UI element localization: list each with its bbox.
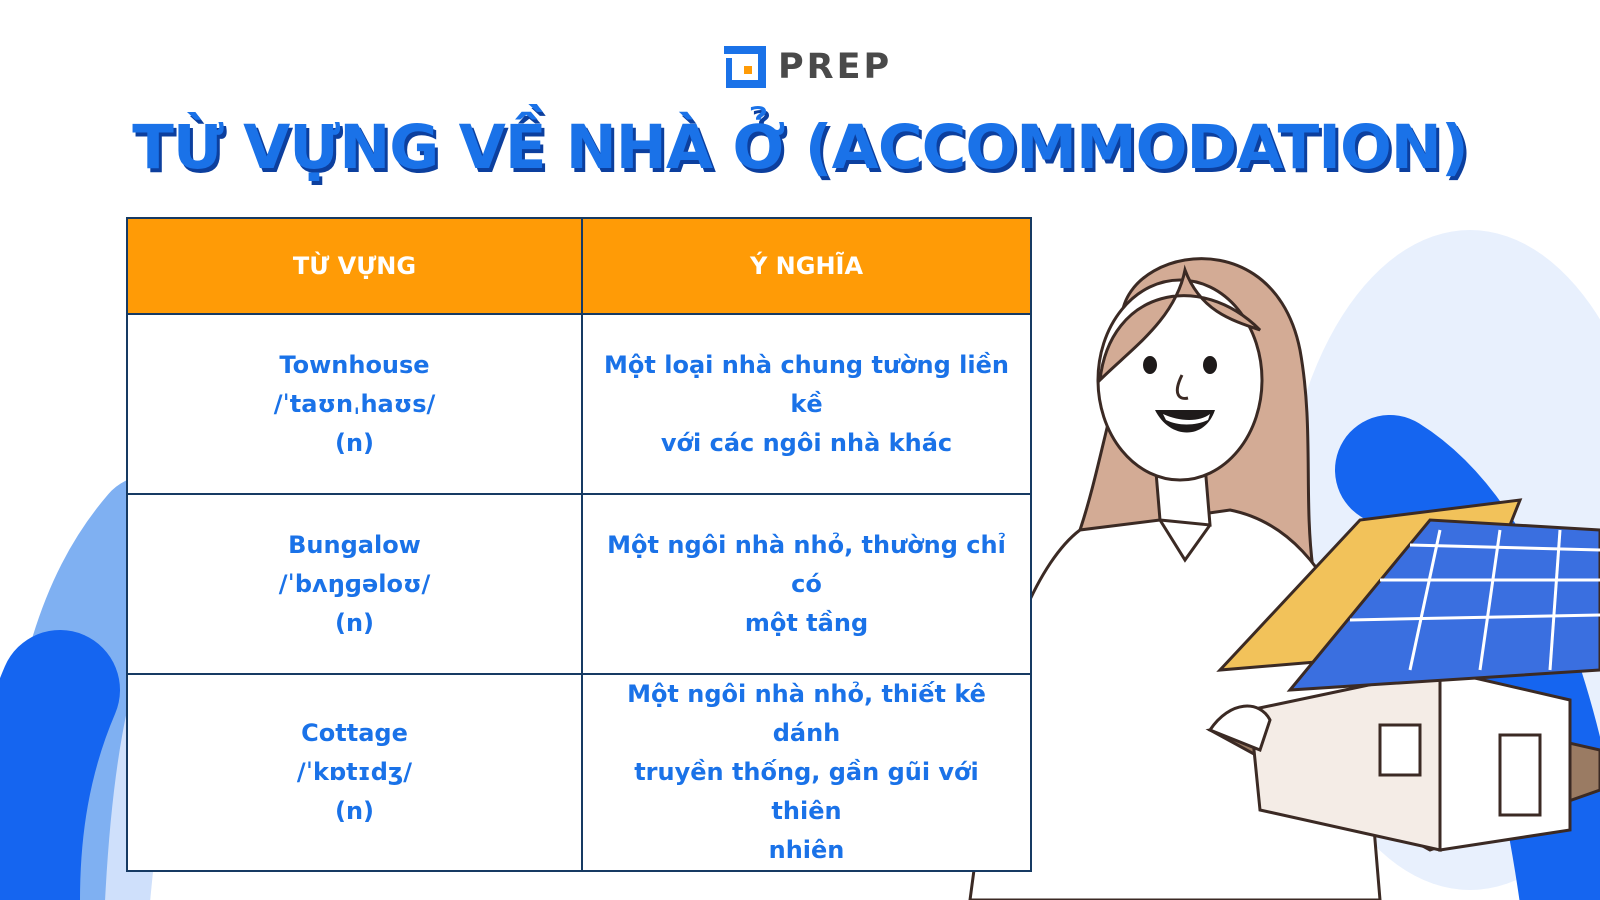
table-header-row xyxy=(127,218,1031,314)
word: Townhouse xyxy=(279,350,430,379)
header-vocabulary: TỪ VỰNG xyxy=(127,218,582,314)
prep-logo-icon xyxy=(722,44,768,90)
meaning-line: nhiên xyxy=(768,836,845,864)
ipa: /ˈtaʊnˌhaʊs/ xyxy=(273,389,436,418)
page-title: TỪ VỰNG VỀ NHÀ Ở (ACCOMMODATION) xyxy=(132,112,1468,183)
meaning-line: truyền thống, gần gũi với thiên xyxy=(634,758,979,825)
vocabulary-table xyxy=(126,217,1032,872)
woman-holding-house-illustration xyxy=(960,230,1600,900)
meaning-cell xyxy=(582,314,1031,494)
part-of-speech: (n) xyxy=(334,428,375,457)
meaning-line: Một ngôi nhà nhỏ, thiết kê dánh xyxy=(627,680,986,747)
table-row xyxy=(127,314,1031,494)
brand-name: PREP xyxy=(778,47,893,87)
word-cell xyxy=(127,494,582,674)
ipa: /ˈkɒtɪdʒ/ xyxy=(296,758,413,786)
meaning-line: với các ngôi nhà khác xyxy=(660,428,953,457)
part-of-speech: (n) xyxy=(334,608,375,637)
word: Cottage xyxy=(301,719,408,747)
table-row xyxy=(127,494,1031,674)
meaning-cell xyxy=(582,494,1031,674)
word-cell xyxy=(127,674,582,871)
table-row xyxy=(127,674,1031,871)
brand-logo xyxy=(722,44,892,90)
meaning-cell xyxy=(582,674,1031,871)
meaning-line: một tầng xyxy=(744,608,869,637)
header-meaning: Ý NGHĨA xyxy=(582,218,1031,314)
word-cell xyxy=(127,314,582,494)
word: Bungalow xyxy=(288,530,421,559)
meaning-line: Một ngôi nhà nhỏ, thường chỉ có xyxy=(607,530,1006,598)
meaning-line: Một loại nhà chung tường liền kề xyxy=(604,350,1009,418)
part-of-speech: (n) xyxy=(334,797,375,825)
ipa: /ˈbʌŋɡəloʊ/ xyxy=(278,569,431,598)
